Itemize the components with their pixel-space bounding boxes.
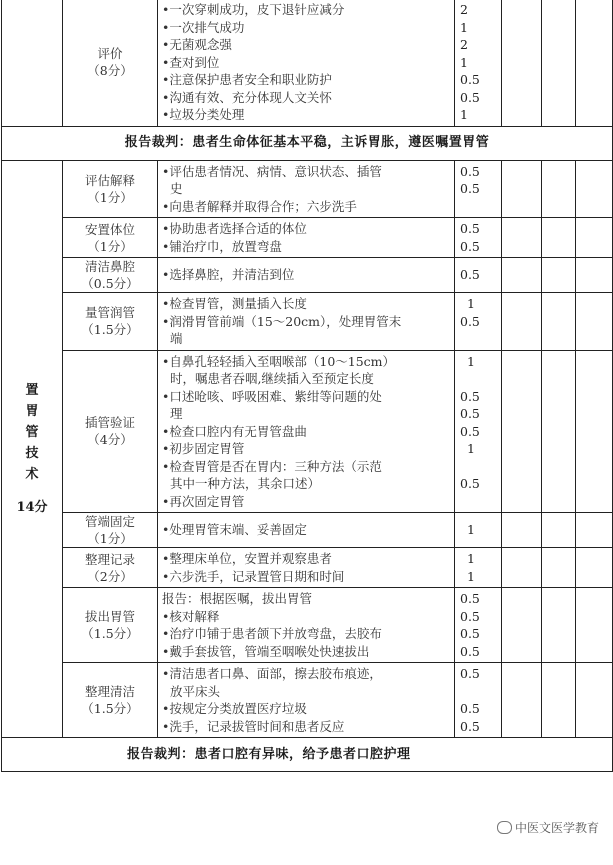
step-item: •检查胃管，测量插入长度 [162,296,307,311]
step-scores [455,258,502,293]
empty-cell [502,293,542,351]
step-score: 1 [467,441,475,456]
step-name: 清洁鼻腔 [84,259,135,274]
step-name: 管端固定 [84,514,135,529]
scoring-table [1,0,613,772]
empty-cell [576,663,613,738]
empty-cell [542,350,576,513]
step-items [158,663,455,738]
step-points: （1分） [87,189,133,205]
spacer [2,485,62,499]
step-item: 时，嘱患者吞咽,继续插入至预定长度 [162,371,374,386]
step-points: （1.5分） [81,322,139,338]
step-score: 0.5 [460,406,480,421]
step-item: •核对解释 [162,608,220,624]
step-scores [455,218,502,258]
empty-cell [502,0,542,126]
step-scores [455,293,502,351]
step-item: •初步固定胃管 [162,441,245,456]
eval-row [2,0,613,126]
step-score: 1 [467,522,475,538]
verdict-row-1 [2,126,613,160]
empty-cell [576,0,613,126]
procedure-points: 14分 [16,500,48,516]
step-score: 0.5 [460,476,480,491]
empty-cell [502,160,542,218]
step-score: 1 [467,353,475,369]
empty-cell [542,258,576,293]
step-item: •检查胃管是否在胃内：三种方法（示范 [162,458,382,474]
step-score: 0.5 [460,608,480,624]
step-item: 史 [162,181,183,196]
step-item: 理 [162,406,183,421]
step-score: 0.5 [460,701,480,716]
step-score [455,683,501,701]
step-item: •润滑胃管前端（15～20cm），处理胃管末 [162,313,402,329]
step-item: •铺治疗巾，放置弯盘 [162,238,282,254]
eval-item: •无菌观念强 [162,37,232,52]
step-item: •再次固定胃管 [162,493,245,509]
empty-cell [542,0,576,126]
step-item: •治疗巾铺于患者颌下并放弯盘，去胶布 [162,626,382,641]
empty-cell [576,588,613,663]
step-score: 0.5 [460,181,480,196]
eval-title: 评价 [97,46,123,62]
step-score [455,198,501,216]
empty-cell [502,663,542,738]
procedure-name-char: 技 [25,446,39,462]
step-score [455,493,501,511]
step-item: •洗手，记录拔管时间和患者反应 [162,718,345,734]
step-scores [455,588,502,663]
step-points: （4分） [87,432,133,448]
step-label [63,258,158,293]
step-item: •清洁患者口鼻、面部，擦去胶布痕迹， [162,666,382,681]
step-points: （1.5分） [81,701,139,716]
step-score: 0.5 [460,238,480,254]
step-score: 1 [467,296,475,311]
eval-item: •注意保护患者安全和职业防护 [162,72,332,87]
step-points: （0.5分） [81,276,139,291]
step-item: •向患者解释并取得合作；六步洗手 [162,198,357,214]
step-label [63,293,158,351]
step-item: 端 [162,331,183,346]
step-name: 安置体位 [84,221,135,237]
step-items [158,548,455,588]
step-item: 报告：根据医嘱，拔出胃管 [162,591,313,606]
eval-item: •一次排气成功 [162,19,245,35]
step-score: 0.5 [460,643,480,659]
eval-item-score: 2 [460,37,468,52]
eval-item-score: 0.5 [460,89,480,105]
empty-cell [576,160,613,218]
verdict-1: 报告裁判：患者生命体征基本平稳，主诉胃胀，遵医嘱置胃管 [2,126,613,160]
eval-scores [455,0,502,126]
empty-cell [502,350,542,513]
empty-cell [576,350,613,513]
empty-cell [502,258,542,293]
step-item: •整理床单位，安置并观察患者 [162,551,332,566]
step-points: （1分） [87,238,133,254]
step-label [63,218,158,258]
step-item: •处理胃管末端、妥善固定 [162,522,307,538]
empty-cell [502,513,542,548]
step-label [63,588,158,663]
step-row [2,160,613,218]
empty-cell [542,218,576,258]
empty-cell [542,160,576,218]
step-row [2,548,613,588]
empty-cell [576,258,613,293]
eval-blank-cell [2,0,63,126]
step-name: 插管验证 [84,415,135,431]
step-score [455,330,501,348]
step-label [63,663,158,738]
step-name: 评估解释 [84,172,135,188]
verdict-2: 报告裁判：患者口腔有异味，给予患者口腔护理 [2,738,613,772]
step-score: 0.5 [460,221,480,236]
step-score: 0.5 [460,423,480,439]
step-points: （2分） [87,568,133,584]
step-score: 1 [467,568,475,584]
eval-items [158,0,455,126]
empty-cell [542,513,576,548]
eval-points: （8分） [87,63,133,79]
step-row [2,350,613,513]
eval-item-score: 1 [460,54,468,70]
empty-cell [542,588,576,663]
eval-item: •查对到位 [162,54,220,70]
step-score: 0.5 [460,718,480,734]
step-item: •评估患者情况、病情、意识状态、插管 [162,163,382,179]
step-score: 0.5 [460,313,480,329]
step-row [2,588,613,663]
step-score: 0.5 [460,591,480,606]
procedure-name-char: 管 [25,425,39,441]
step-item: •六步洗手，记录置管日期和时间 [162,568,345,584]
step-row [2,293,613,351]
empty-cell [542,293,576,351]
wechat-icon [497,821,512,834]
step-points: （1分） [87,531,133,546]
step-scores [455,350,502,513]
step-items [158,350,455,513]
verdict-row-2 [2,738,613,772]
step-score: 0.5 [460,163,480,179]
step-items [158,588,455,663]
step-name: 量管润管 [84,305,135,321]
empty-cell [576,218,613,258]
step-item: •选择鼻腔，并清洁到位 [162,267,295,283]
empty-cell [502,548,542,588]
step-score [455,370,501,388]
step-score: 0.5 [460,666,480,681]
step-scores [455,160,502,218]
step-items [158,513,455,548]
eval-item: •一次穿刺成功，皮下退针应减分 [162,2,345,17]
empty-cell [502,588,542,663]
step-score: 0.5 [460,267,480,283]
empty-cell [576,293,613,351]
step-items [158,258,455,293]
procedure-name-char: 置 [25,383,39,399]
step-points: （1.5分） [81,626,139,641]
eval-item: •沟通有效、充分体现人文关怀 [162,89,332,105]
empty-cell [502,218,542,258]
empty-cell [542,663,576,738]
procedure-name-char: 胃 [25,404,39,420]
step-name: 拔出胃管 [84,609,135,624]
step-row [2,218,613,258]
step-score [455,458,501,476]
step-row [2,513,613,548]
watermark-text: 中医文医学教育 [514,821,599,835]
step-name: 整理清洁 [84,684,135,699]
step-item: •自鼻孔轻轻插入至咽喉部（10～15cm） [162,353,396,369]
step-score: 0.5 [460,388,480,404]
step-items [158,160,455,218]
procedure-label [2,160,63,738]
eval-item: •垃圾分类处理 [162,107,245,122]
empty-cell [542,548,576,588]
step-scores [455,513,502,548]
eval-section-label [63,0,158,126]
step-item: •戴手套拔管，管端至咽喉处快速拔出 [162,643,370,659]
eval-item-score: 2 [460,2,468,17]
step-score: 0.5 [460,626,480,641]
watermark [497,819,599,836]
step-label [63,513,158,548]
step-items [158,218,455,258]
step-items [158,293,455,351]
step-label [63,548,158,588]
step-row [2,663,613,738]
step-scores [455,548,502,588]
step-score: 1 [467,551,475,566]
eval-item-score: 1 [460,107,468,122]
step-name: 整理记录 [84,551,135,567]
eval-item-score: 1 [460,19,468,35]
step-item: •检查口腔内有无胃管盘曲 [162,423,307,439]
empty-cell [576,513,613,548]
empty-cell [576,548,613,588]
step-item: •口述呛咳、呼吸困难、紫绀等问题的处 [162,388,382,404]
eval-item-score: 0.5 [460,72,480,87]
step-item: •按规定分类放置医疗垃圾 [162,701,307,716]
step-item: •协助患者选择合适的体位 [162,221,307,236]
procedure-name-char: 术 [25,467,39,483]
step-item: 放平床头 [162,683,220,699]
step-row [2,258,613,293]
step-item: 其中一种方法，其余口述） [162,476,320,491]
step-scores [455,663,502,738]
step-label [63,160,158,218]
step-label [63,350,158,513]
